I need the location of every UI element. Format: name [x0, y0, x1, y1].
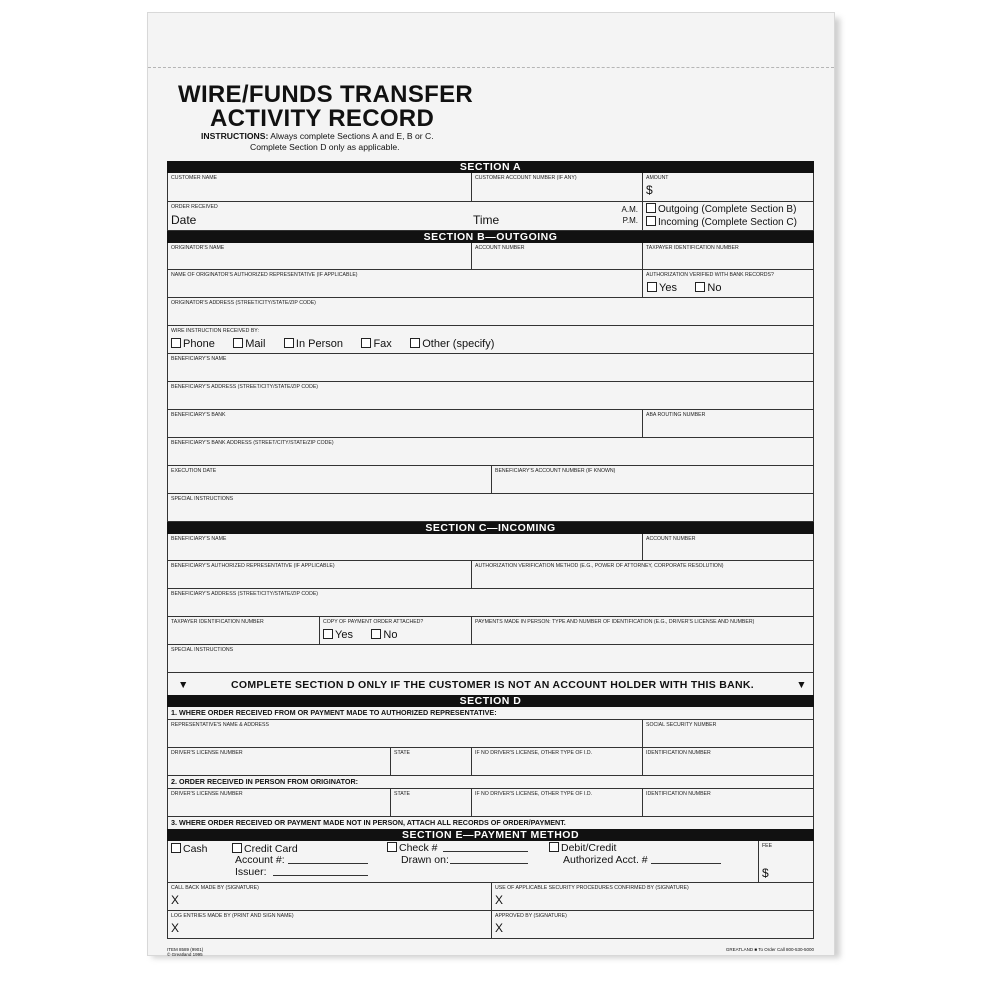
customer-name-field[interactable]: CUSTOMER NAME — [168, 173, 472, 201]
checkbox-icon — [232, 843, 242, 853]
bank-address-field[interactable]: BENEFICIARY'S BANK ADDRESS (STREET/CITY/STATE/ZIP CODE) — [171, 440, 334, 446]
d2-id-number-field[interactable]: IDENTIFICATION NUMBER — [646, 791, 711, 797]
section-b-row-3 — [167, 298, 814, 326]
c-auth-rep-field[interactable]: BENEFICIARY'S AUTHORIZED REPRESENTATIVE (IF APPLICABLE) — [168, 561, 472, 588]
section-b-row-5 — [167, 354, 814, 382]
checkbox-icon — [410, 338, 420, 348]
order-info: GREATLAND ■ To Order Call 800-530-5000 — [725, 947, 814, 952]
section-b-header: SECTION B—OUTGOING — [167, 231, 814, 243]
form-footer — [167, 947, 814, 957]
section-d-row-2 — [167, 748, 814, 776]
originator-account-field[interactable]: ACCOUNT NUMBER — [472, 243, 643, 269]
checkbox-icon — [646, 216, 656, 226]
c-beneficiary-name-field[interactable]: BENEFICIARY'S NAME — [168, 534, 643, 560]
approved-signature-field[interactable]: APPROVED BY (SIGNATURE) X — [495, 913, 567, 935]
title-line-1: WIRE/FUNDS TRANSFER — [178, 81, 474, 108]
section-d-subheading-1: 1. WHERE ORDER RECEIVED FROM OR PAYMENT MADE TO AUTHORIZED REPRESENTATIVE: — [167, 707, 814, 720]
originator-address-field[interactable]: ORIGINATOR'S ADDRESS (STREET/CITY/STATE/ZIP CODE) — [171, 300, 316, 306]
section-b-row-9 — [167, 466, 814, 494]
debit-credit-checkbox[interactable]: Debit/Credit — [549, 842, 616, 854]
checkbox-icon — [361, 338, 371, 348]
log-entries-signature-field[interactable]: LOG ENTRIES MADE BY (PRINT AND SIGN NAME) X — [168, 911, 492, 938]
date-label: Date — [171, 213, 197, 227]
checkbox-icon — [171, 843, 181, 853]
notice-text: COMPLETE SECTION D ONLY IF THE CUSTOMER IS NOT AN ACCOUNT HOLDER WITH THIS BANK. — [231, 679, 754, 691]
auth-verified-no[interactable]: No — [695, 282, 721, 294]
aba-routing-field[interactable]: ABA ROUTING NUMBER — [646, 412, 706, 418]
c-payments-in-person-field[interactable]: PAYMENTS MADE IN PERSON: TYPE AND NUMBER OF IDENTIFICATION (E.G., DRIVER'S LICENSE AND NUMBER) — [475, 619, 755, 625]
beneficiary-address-field[interactable]: BENEFICIARY'S ADDRESS (STREET/CITY/STATE/ZIP CODE) — [171, 384, 319, 390]
section-b-row-10 — [167, 494, 814, 522]
form-sheet — [147, 12, 835, 956]
title-line-2: ACTIVITY RECORD — [210, 105, 435, 132]
beneficiary-name-field[interactable]: BENEFICIARY'S NAME — [171, 356, 227, 362]
drawn-on-label: Drawn on: — [401, 854, 449, 866]
instructions-line-1: Always complete Sections A and E, B or C. — [270, 131, 434, 141]
security-signature-field[interactable]: USE OF APPLICABLE SECURITY PROCEDURES CONFIRMED BY (SIGNATURE) X — [495, 885, 689, 907]
checkbox-icon — [647, 282, 657, 292]
account-number-label: Account #: — [235, 854, 285, 866]
customer-account-field[interactable]: CUSTOMER ACCOUNT NUMBER (IF ANY) — [472, 173, 643, 201]
form-body — [167, 161, 814, 939]
d2-other-id-field[interactable]: IF NO DRIVER'S LICENSE, OTHER TYPE OF I.D. — [472, 789, 643, 816]
section-e-row-3 — [167, 911, 814, 939]
section-c-row-1 — [167, 534, 814, 561]
section-b-row-7 — [167, 410, 814, 438]
cash-checkbox[interactable]: Cash — [171, 843, 208, 855]
instructions-label: INSTRUCTIONS: — [201, 131, 269, 141]
instructions — [201, 131, 434, 153]
c-copy-attached-field: COPY OF PAYMENT ORDER ATTACHED? Yes No — [320, 617, 472, 644]
d1-other-id-field[interactable]: IF NO DRIVER'S LICENSE, OTHER TYPE OF I.D. — [472, 748, 643, 775]
originator-name-field[interactable]: ORIGINATOR'S NAME — [168, 243, 472, 269]
copyright: © Greatland 1995 — [167, 952, 203, 957]
beneficiary-bank-field[interactable]: BENEFICIARY'S BANK — [168, 410, 643, 437]
account-number-line[interactable] — [288, 863, 368, 864]
phone-checkbox[interactable]: Phone — [171, 338, 215, 350]
section-e-header: SECTION E—PAYMENT METHOD — [167, 829, 814, 841]
section-d-subheading-2: 2. ORDER RECEIVED IN PERSON FROM ORIGINATOR: — [167, 776, 814, 789]
down-triangle-icon: ▼ — [178, 679, 189, 691]
rep-name-address-field[interactable]: REPRESENTATIVE'S NAME & ADDRESS — [168, 720, 643, 747]
c-beneficiary-address-field[interactable]: BENEFICIARY'S ADDRESS (STREET/CITY/STATE/ZIP CODE) — [171, 591, 319, 597]
amount-field[interactable]: AMOUNT $ — [646, 175, 669, 197]
section-c-row-5 — [167, 645, 814, 673]
checkbox-icon — [646, 203, 656, 213]
section-c-row-2 — [167, 561, 814, 589]
execution-date-field[interactable]: EXECUTION DATE — [168, 466, 492, 493]
check-checkbox[interactable]: Check # — [387, 842, 438, 854]
originator-tin-field[interactable]: TAXPAYER IDENTIFICATION NUMBER — [646, 245, 739, 251]
section-a-header: SECTION A — [167, 161, 814, 173]
auth-verified-yes[interactable]: Yes — [647, 282, 677, 294]
callback-signature-field[interactable]: CALL BACK MADE BY (SIGNATURE) X — [168, 883, 492, 910]
issuer-label: Issuer: — [235, 866, 267, 878]
checkbox-icon — [233, 338, 243, 348]
section-d-subheading-3: 3. WHERE ORDER RECEIVED OR PAYMENT MADE NOT IN PERSON, ATTACH ALL RECORDS OF ORDER/PAYMENT. — [167, 817, 814, 829]
credit-card-checkbox[interactable]: Credit Card — [232, 843, 298, 855]
section-b-row-2 — [167, 270, 814, 298]
direction-options — [643, 202, 813, 230]
section-c-header: SECTION C—INCOMING — [167, 522, 814, 534]
section-c-row-4 — [167, 617, 814, 645]
section-a-row-2 — [167, 202, 814, 231]
copy-attached-yes[interactable]: Yes — [323, 629, 353, 641]
d2-state-field[interactable]: STATE — [391, 789, 472, 816]
checkbox-icon — [171, 338, 181, 348]
checkbox-icon — [695, 282, 705, 292]
section-d-row-3 — [167, 789, 814, 817]
authorized-acct-label: Authorized Acct. # — [563, 854, 648, 866]
outgoing-checkbox[interactable]: Outgoing (Complete Section B) — [646, 203, 810, 216]
section-a-row-1 — [167, 173, 814, 202]
time-label: Time — [473, 213, 500, 227]
d1-license-field[interactable]: DRIVER'S LICENSE NUMBER — [168, 748, 391, 775]
c-auth-method-field[interactable]: AUTHORIZATION VERIFICATION METHOD (E.G., POWER OF ATTORNEY, CORPORATE RESOLUTION) — [475, 563, 724, 569]
checkbox-icon — [549, 842, 559, 852]
checkbox-icon — [371, 629, 381, 639]
check-number-line[interactable] — [443, 851, 528, 852]
section-d-notice — [167, 673, 814, 695]
beneficiary-account-field[interactable]: BENEFICIARY'S ACCOUNT NUMBER (IF KNOWN) — [495, 468, 616, 474]
incoming-checkbox[interactable]: Incoming (Complete Section C) — [646, 216, 810, 229]
checkbox-icon — [323, 629, 333, 639]
section-b-row-8 — [167, 438, 814, 466]
d1-state-field[interactable]: STATE — [391, 748, 472, 775]
perforation-line — [148, 67, 834, 68]
checkbox-icon — [387, 842, 397, 852]
section-d-header: SECTION D — [167, 695, 814, 707]
special-instructions-c-field[interactable]: SPECIAL INSTRUCTIONS — [171, 647, 234, 653]
d2-license-field[interactable]: DRIVER'S LICENSE NUMBER — [168, 789, 391, 816]
section-b-row-4 — [167, 326, 814, 354]
in-person-checkbox[interactable]: In Person — [284, 338, 343, 350]
issuer-line[interactable] — [273, 875, 368, 876]
order-received-field[interactable]: ORDER RECEIVED Date Time A.M. P.M. — [168, 202, 643, 230]
drawn-on-line[interactable] — [450, 863, 528, 864]
wire-received-field: WIRE INSTRUCTION RECEIVED BY: Phone Mail In Person Fax Other (specify) — [171, 328, 495, 350]
authorized-acct-line[interactable] — [651, 863, 721, 864]
checkbox-icon — [284, 338, 294, 348]
section-d-row-1 — [167, 720, 814, 748]
d1-id-number-field[interactable]: IDENTIFICATION NUMBER — [646, 750, 711, 756]
fax-checkbox[interactable]: Fax — [361, 338, 391, 350]
form-title — [178, 83, 473, 131]
fee-field[interactable]: FEE $ — [762, 843, 773, 880]
copy-attached-no[interactable]: No — [371, 629, 397, 641]
down-triangle-icon: ▼ — [796, 679, 807, 691]
c-tin-field[interactable]: TAXPAYER IDENTIFICATION NUMBER — [168, 617, 320, 644]
item-number: ITEM 8589 (9901) — [167, 947, 204, 952]
auth-verified-field: AUTHORIZATION VERIFIED WITH BANK RECORDS? Yes No — [646, 272, 774, 294]
c-account-field[interactable]: ACCOUNT NUMBER — [646, 536, 696, 542]
am-pm: A.M. P.M. — [621, 205, 638, 225]
other-checkbox[interactable]: Other (specify) — [410, 338, 494, 350]
instructions-line-2: Complete Section D only as applicable. — [250, 142, 400, 152]
section-e-row-2 — [167, 883, 814, 911]
special-instructions-b-field[interactable]: SPECIAL INSTRUCTIONS — [171, 496, 234, 502]
mail-checkbox[interactable]: Mail — [233, 338, 265, 350]
payment-method-field — [168, 841, 759, 882]
section-b-row-6 — [167, 382, 814, 410]
ssn-field[interactable]: SOCIAL SECURITY NUMBER — [646, 722, 717, 728]
section-b-row-1 — [167, 243, 814, 270]
section-e-row-1 — [167, 841, 814, 883]
section-c-row-3 — [167, 589, 814, 617]
originator-auth-rep-field[interactable]: NAME OF ORIGINATOR'S AUTHORIZED REPRESENTATIVE (IF APPLICABLE) — [168, 270, 643, 297]
